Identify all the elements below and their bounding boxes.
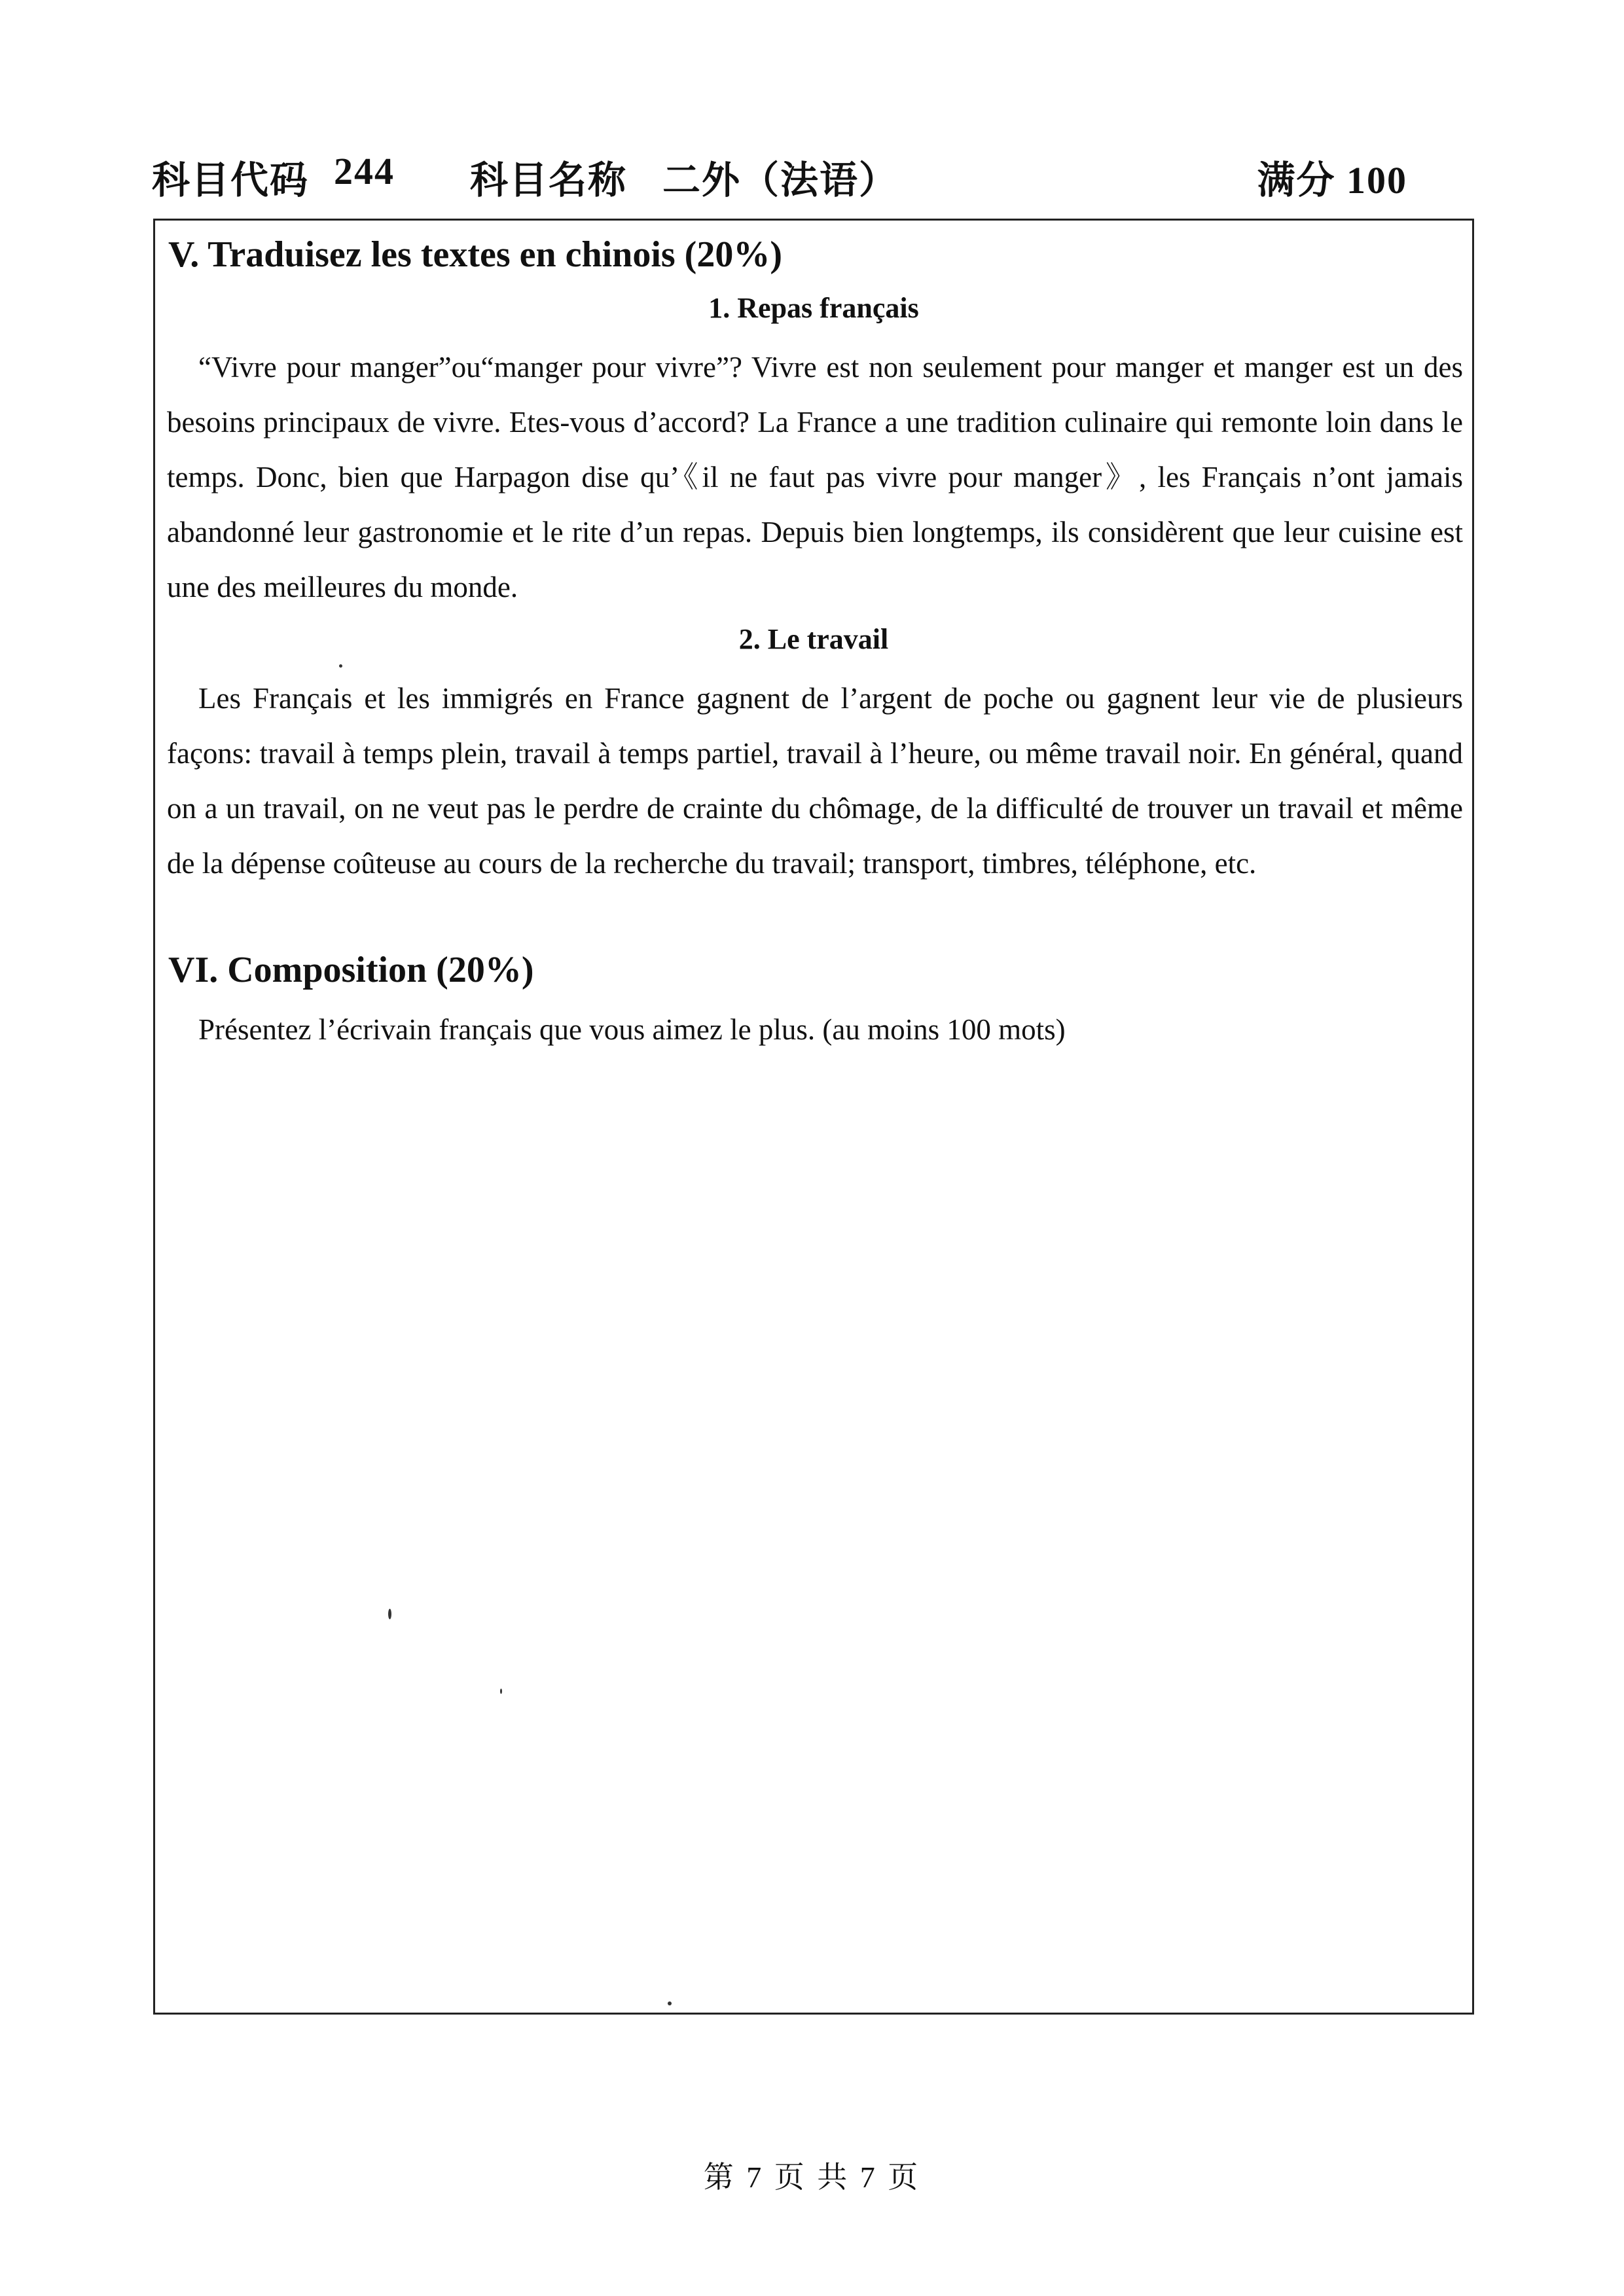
section-5-title: V. Traduisez les textes en chinois (20%): [168, 234, 782, 275]
scan-speck: [388, 1609, 391, 1619]
full-score: 满分 100: [1257, 159, 1407, 202]
exam-question-box: [153, 219, 1474, 2015]
composition-prompt: Présentez l’écrivain français que vous aimez le plus. (au moins 100 mots): [198, 1013, 1066, 1046]
subject-name: 二外（法语）: [662, 159, 899, 202]
text-2-title: 2. Le travail: [738, 623, 889, 655]
scan-speck: [668, 2001, 672, 2005]
exam-header: [152, 149, 1407, 208]
text-2-body: Les Français et les immigrés en France gagnent de l’argent de poche ou gagnent leur vie de plusieurs façons: travail à temps plein, travail à temps partiel, travail à l’heure, ou même travail noir. En général, quand on a un travail, on ne veut pas le perdre de crainte du chômage, de la difficulté de trouver un travail et même de la dépense coûteuse au cours de la recherche du travail; transport, timbres, téléphone, etc.: [167, 682, 1463, 880]
subject-code: 244: [334, 150, 395, 192]
text-1-title: 1. Repas français: [708, 292, 919, 324]
subject-code-label: 科目代码: [152, 159, 310, 202]
scan-speck: [339, 664, 342, 668]
subject-name-label: 科目名称: [470, 159, 628, 202]
text-1-body: “Vivre pour manger”ou“manger pour vivre”? Vivre est non seulement pour manger et manger est un des besoins principaux de vivre. Etes-vous d’accord? La France a une tradition culinaire qui remonte loin dans le temps. Donc, bien que Harpagon dise qu’《il ne faut pas vivre pour manger》, les Français n’ont jamais abandonné leur gastronomie et le rite d’un repas. Depuis bien longtemps, ils considèrent que leur cuisine est une des meilleures du monde.: [167, 351, 1463, 603]
page-indicator: 第 7 页 共 7 页: [703, 2161, 921, 2194]
section-6-title: VI. Composition (20%): [168, 950, 534, 990]
scan-speck: [500, 1689, 502, 1694]
